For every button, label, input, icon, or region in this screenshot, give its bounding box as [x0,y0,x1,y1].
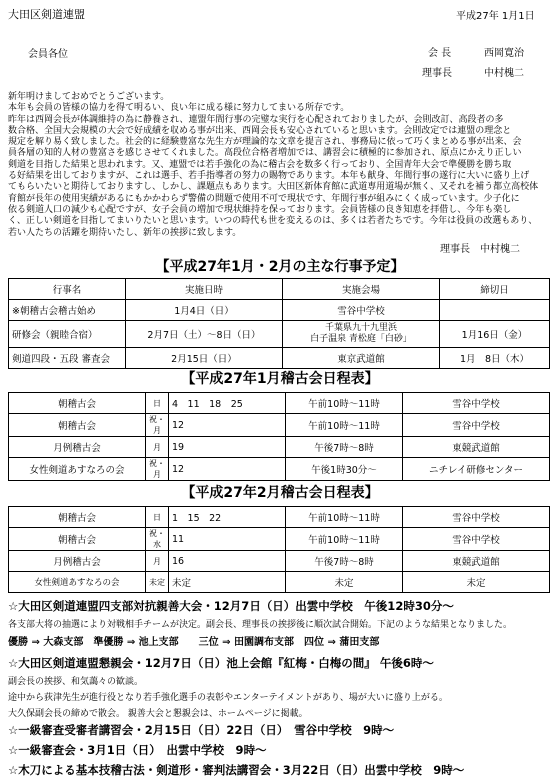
practice-name: 月例稽古会 [9,551,146,572]
table-row [9,393,550,414]
president-title: 会 長 [428,48,452,59]
event-deadline: 1月 8日（木） [440,348,550,369]
january-table [8,392,550,481]
table-header: 行事名 [9,279,126,300]
table-row [9,528,550,551]
table-row [9,348,550,369]
letter-line: 本年も会員の皆様の協力を得て明るい、良い年に成る様に努力してまいる所存です。 [8,103,350,114]
table-row [9,437,550,458]
letter-line: 依る剣道人口の減少も心配ですが、女子会員の増加で現状維持を保っております。会員皆様の良き知恵を拝借し、今年も楽し [8,204,512,215]
january-schedule-title: 【平成27年1月稽古会日程表】 [181,371,379,387]
practice-name: 朝稽古会 [9,393,146,414]
letter-line: 育館が長年の使用実績があるにもかかわらず警備の問題で使用不可で現状です、年間行事が組みにくく成っています。少子化に [8,193,520,204]
february-schedule-title: 【平成27年2月稽古会日程表】 [181,485,379,501]
practice-dates: 12 [169,414,286,437]
practice-day: 日 [146,507,169,528]
notice-tournament-result: 優勝 ⇒ 大森支部 準優勝 ⇒ 池上支部 三位 ⇒ 田園調布支部 四位 ⇒ 蒲田支部 [8,637,380,648]
table-row [9,572,550,593]
event-name: 研修会（親睦合宿） [9,321,126,348]
practice-day: 祝・水 [146,528,169,551]
practice-time: 午前10時～11時 [286,414,403,437]
practice-venue: ニチレイ研修センター [403,458,550,481]
notice-tournament-title: ☆大田区剣道連盟四支部対抗親善大会・12月7日（日）出雲中学校 午後12時30分～ [8,599,454,613]
practice-name: 朝稽古会 [9,414,146,437]
letter-line: る好結果を出しておりますが、これは選手、若手指導者の努力の賜物であります。本年も献身、年間行事の遂行に大いに盛り上げ [8,171,530,182]
practice-dates: 1 15 22 [169,507,286,528]
practice-day: 祝・月 [146,414,169,437]
table-row [9,551,550,572]
notice-party-text: 途中から荻津先生が進行役となり若手強化選手の表彰やエンターテイメントがあり、場が大いに盛り上がる。 [8,693,448,703]
notice-party-title: ☆大田区剣道連盟懇親会・12月7日（日）池上会館『紅梅・白梅の間』 午後6時～ [8,656,434,670]
table-header: 実施日時 [126,279,283,300]
notice-exam: ☆一級審査会・3月1日（日） 出雲中学校 9時～ [8,743,267,757]
table-header: 締切日 [440,279,550,300]
letter-line: く、正しい剣道を目指してまいりたいと思います。いつの時代も世を変えるのは、多くは若者たちです。今年は役員の改選もあり、 [8,216,538,227]
practice-venue: 東競武道館 [403,437,550,458]
table-header-row [9,279,550,300]
addressee: 会員各位 [28,49,68,60]
issue-date: 平成27年 1月1日 [456,11,535,22]
event-date: 2月15日（日） [126,348,283,369]
org-name: 大田区剣道連盟 [8,8,85,21]
practice-day: 未定 [146,572,169,593]
director-name: 中村槐二 [484,68,524,79]
practice-name: 月例稽古会 [9,437,146,458]
table-row [9,507,550,528]
notice-party-text: 大久保副会長の締めで散会。 親善大会と懇親会は、ホームページに掲載。 [8,709,308,719]
table-row [9,321,550,348]
practice-venue: 雪谷中学校 [403,507,550,528]
practice-name: 朝稽古会 [9,507,146,528]
letter-line: 員各層の知的人材の豊富さを感じさせてくれました。高段位合格者増加では、講習会に積極的に参加され、原点にかえり正しい [8,148,522,159]
practice-venue: 雪谷中学校 [403,414,550,437]
event-name: 剣道四段・五段 審査会 [9,348,126,369]
table-row [9,458,550,481]
new-year-letter [8,92,548,239]
practice-venue: 東競武道館 [403,551,550,572]
practice-time: 午前10時～11時 [286,507,403,528]
notice-tournament-text: 各支部大将の抽選により対戦相手チームが決定。副会長、理事長の挨拶後に順次試合開始。下記のような結果となりました。 [8,620,513,630]
president-name: 西岡寛治 [484,48,524,59]
practice-time: 午後7時～8時 [286,437,403,458]
practice-time: 午後1時30分～ [286,458,403,481]
notice-party-text: 副会長の挨拶、和気藹々の歓談。 [8,677,144,687]
practice-time: 午前10時～11時 [286,393,403,414]
practice-day: 月 [146,437,169,458]
practice-name: 女性剣道あすなろの会 [9,572,146,593]
practice-dates: 19 [169,437,286,458]
practice-venue: 雪谷中学校 [403,393,550,414]
table-row [9,414,550,437]
event-date: 2月7日（土）～8日（日） [126,321,283,348]
practice-day: 祝・月 [146,458,169,481]
events-schedule-title: 【平成27年1月・2月の主な行事予定】 [155,259,405,275]
practice-name: 女性剣道あすなろの会 [9,458,146,481]
notice-bokuto-seminar: ☆木刀による基本技稽古法・剣道形・審判法講習会・3月22日（日）出雲中学校 9時～ [8,763,465,777]
letter-line: 新年明けましておめでとうございます。 [8,92,170,102]
director-title: 理事長 [422,68,452,79]
practice-dates: 16 [169,551,286,572]
letter-line: 規定を解り易く致しました。社会的に経験豊富な先生方が理論的な文章を提言され、事務局に依って巧くまとめる事が出来、会 [8,137,522,148]
table-header: 実施会場 [283,279,440,300]
letter-line: 若い人たちの活躍を期待いたし、新年の挨拶に致します。 [8,227,242,238]
letter-line: 数合格、全国大会規模の大会で好成績を収める事が出来、西岡会長も安心されていると思います。会則改定では連盟の理念と [8,125,512,136]
letter-line: 剣道を目指した結果と思われます。又、連盟では若手強化の為に稽古会を数多く行っており、全国青年大会で準優勝を勝ち取 [8,159,512,170]
practice-dates: 11 [169,528,286,551]
practice-day: 月 [146,551,169,572]
notice-seminar: ☆一級審査受審者講習会・2月15日（日）22日（日） 雪谷中学校 9時～ [8,723,395,737]
practice-dates: 12 [169,458,286,481]
event-deadline: 1月16日（金） [440,321,550,348]
practice-venue: 雪谷中学校 [403,528,550,551]
letter-line: てもらいたいと期待しておりますし、しかし、課題点もあります。大田区新体育館に武道専用道場が無く、又それを補う都立高校体 [8,182,539,193]
event-deadline [440,300,550,321]
practice-venue: 未定 [403,572,550,593]
practice-dates: 未定 [169,572,286,593]
table-row [9,300,550,321]
practice-time: 午後7時～8時 [286,551,403,572]
practice-day: 日 [146,393,169,414]
letter-signature: 理事長 中村槐二 [440,244,520,255]
event-venue: 東京武道館 [283,348,440,369]
event-venue: 雪谷中学校 [283,300,440,321]
events-table [8,278,550,369]
practice-dates: 4 11 18 25 [169,393,286,414]
practice-time: 午前10時～11時 [286,528,403,551]
letter-line: 昨年は西岡会長が体調維持の為に静養され、連盟年間行事の完璧な実行を心配されておりましたが、会則改訂、高段者の多 [8,114,504,125]
february-table [8,506,550,593]
event-venue: 千葉県九十九里浜 白子温泉 青松庭「白砂」 [283,321,440,348]
practice-time: 未定 [286,572,403,593]
practice-name: 朝稽古会 [9,528,146,551]
event-date: 1月4日（日） [126,300,283,321]
event-name: ※朝稽古会稽古始め [9,300,126,321]
